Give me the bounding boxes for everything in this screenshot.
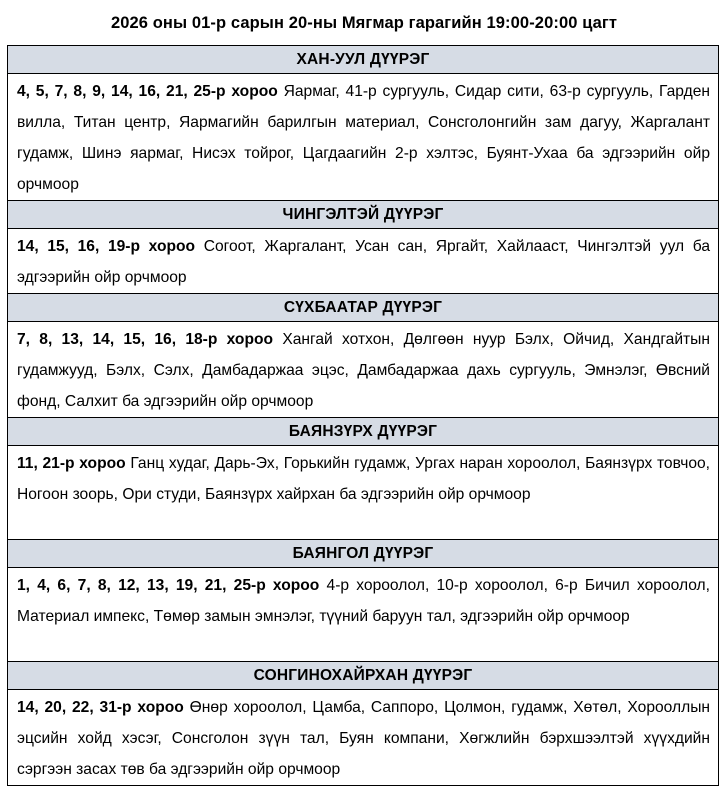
khoroo-list: 7, 8, 13, 14, 15, 16, 18-р хороо — [17, 331, 274, 348]
district-name: ХАН-УУЛ ДҮҮРЭГ — [8, 46, 719, 74]
district-header-row — [8, 294, 719, 322]
district-detail — [8, 74, 719, 201]
place-list: Согоот, Жаргалант, Усан сан, Яргайт, Хайлааст, Чингэлтэй уул ба эдгээрийн ойр орчмоор — [17, 238, 711, 286]
khoroo-list: 14, 15, 16, 19-р хороо — [17, 238, 196, 255]
district-name: БАЯНГОЛ ДҮҮРЭГ — [8, 540, 719, 568]
district-detail-row — [8, 322, 719, 418]
district-name: СОНГИНОХАЙРХАН ДҮҮРЭГ — [8, 662, 719, 690]
place-list: Яармаг, 41-р сургууль, Сидар сити, 63-р сургууль, Гарден вилла, Титан центр, Яармагийн барилгын материал, Сонсголонгийн зам дагуу, Жаргалант гудамж, Шинэ яармаг, Нисэх тойрог, Цагдаагийн 2-р хэлтэс, Буянт-Ухаа ба эдгээрийн ойр орчмоор — [17, 83, 710, 193]
district-name: ЧИНГЭЛТЭЙ ДҮҮРЭГ — [8, 201, 719, 229]
district-header-row — [8, 201, 719, 229]
district-detail-row — [8, 446, 719, 540]
district-header-row — [8, 662, 719, 690]
schedule-title: 2026 оны 01-р сарын 20-ны Мягмар гарагийн 19:00-20:00 цагт — [110, 14, 618, 32]
district-name: БАЯНЗҮРХ ДҮҮРЭГ — [8, 418, 719, 446]
district-schedule-table — [7, 45, 719, 786]
district-detail — [8, 229, 719, 294]
district-detail — [8, 690, 719, 786]
place-list: 4-р хороолол, 10-р хороолол, 6-р Бичил хороолол, Материал импекс, Төмөр замын эмнэлэг, түүний баруун тал, эдгээрийн ойр орчмоор — [17, 577, 710, 625]
district-detail-row — [8, 229, 719, 294]
district-detail — [8, 322, 719, 418]
district-header-row — [8, 418, 719, 446]
place-list: Өнөр хороолол, Цамба, Саппоро, Цолмон, гудамж, Хөтөл, Хорооллын эцсийн хойд хэсэг, Сонсголон зүүн тал, Буян компани, Хөгжлийн бэрхшээлтэй хүүхдийн сэргээн засах төв ба эдгээрийн ойр орчмоор — [17, 699, 711, 778]
district-detail — [8, 446, 719, 540]
district-header-row — [8, 540, 719, 568]
place-list: Ганц худаг, Дарь-Эх, Горькийн гудамж, Ургах наран хороолол, Баянзүрх товчоо, Ногоон зоорь, Ори студи, Баянзүрх хайрхан ба эдгээрийн ойр орчмоор — [17, 455, 710, 503]
district-detail-row — [8, 568, 719, 662]
khoroo-list: 11, 21-р хороо — [17, 455, 126, 472]
district-detail-row — [8, 74, 719, 201]
district-name: СҮХБААТАР ДҮҮРЭГ — [8, 294, 719, 322]
khoroo-list: 4, 5, 7, 8, 9, 14, 16, 21, 25-р хороо — [17, 83, 278, 100]
khoroo-list: 14, 20, 22, 31-р хороо — [17, 699, 184, 716]
place-list: Хангай хотхон, Дөлгөөн нуур Бэлх, Ойчид, Хандгайтын гудамжууд, Бэлх, Сэлх, Дамбадаржаа эцэс, Дамбадаржаа дахь сургууль, Эмнэлэг, Өвсний фонд, Салхит ба эдгээрийн ойр орчмоор — [17, 331, 711, 410]
district-detail — [8, 568, 719, 662]
khoroo-list: 1, 4, 6, 7, 8, 12, 13, 19, 21, 25-р хороо — [17, 577, 320, 594]
district-detail-row — [8, 690, 719, 786]
district-header-row — [8, 46, 719, 74]
